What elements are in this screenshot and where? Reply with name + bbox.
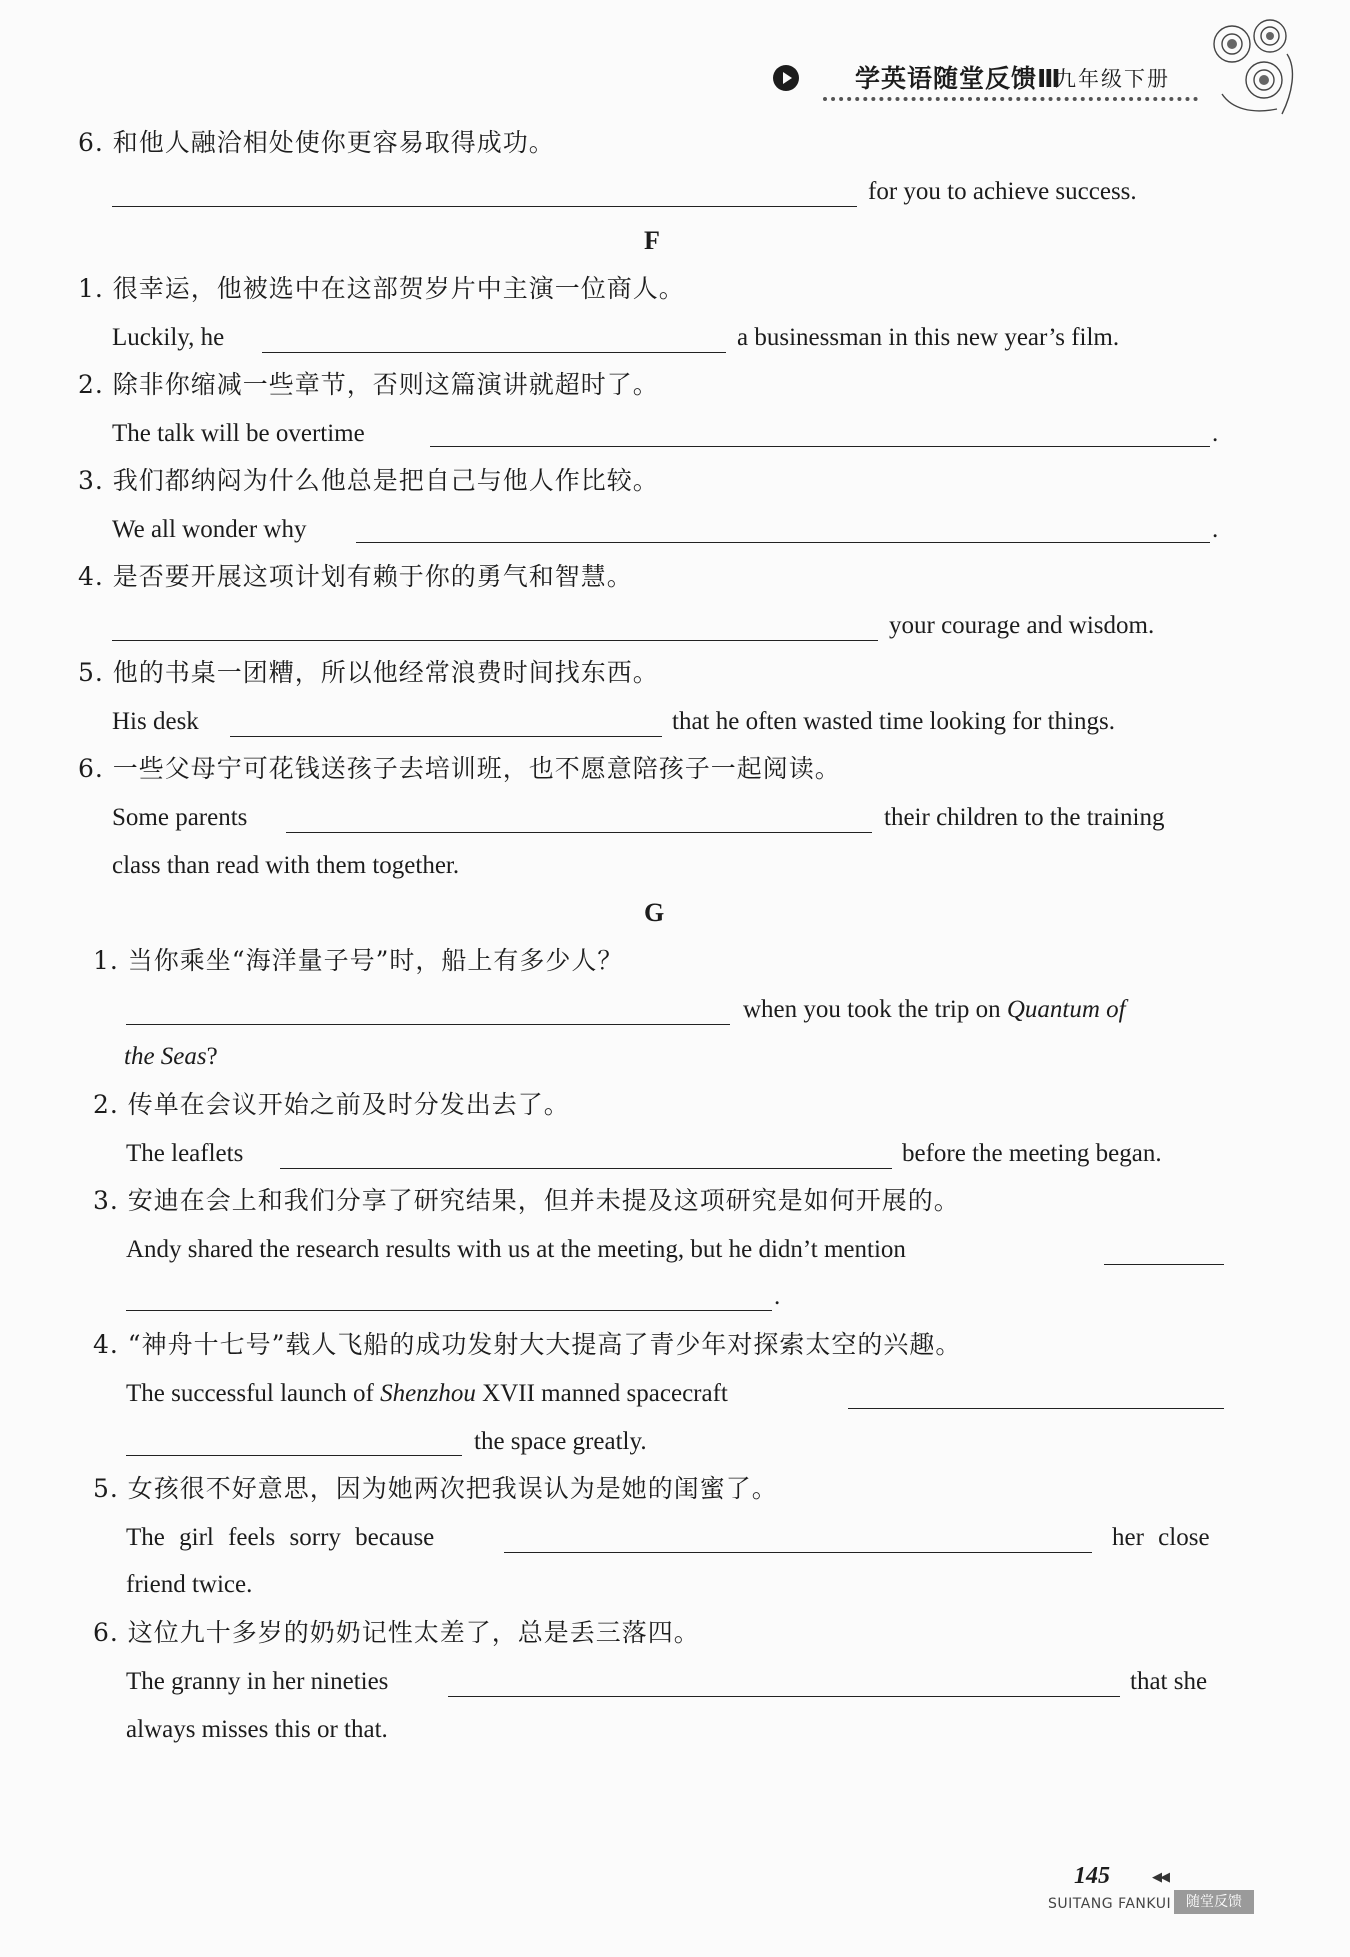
question-cn: 2. 传单在会议开始之前及时分发出去了。 [93,1090,570,1119]
question-cn: 1. 很幸运，他被选中在这部贺岁片中主演一位商人。 [78,274,685,303]
answer-blank[interactable] [262,352,726,353]
sentence-text [124,1042,218,1072]
sentence-text: her close [1112,1524,1210,1551]
question-cn: 4. 是否要开展这项计划有赖于你的勇气和智慧。 [78,562,633,591]
sentence-end: . [1212,420,1219,447]
sentence-text [743,995,1126,1025]
answer-blank[interactable] [280,1168,892,1169]
sentence-text: His desk [112,708,199,735]
sentence-text: that he often wasted time looking for things. [672,708,1115,735]
sentence-text-part: manned spacecraft [541,1380,728,1407]
sentence-end: . [774,1283,781,1310]
question-cn: 2. 除非你缩减一些章节，否则这篇演讲就超时了。 [78,370,659,399]
answer-blank[interactable] [848,1408,1224,1409]
sentence-text: friend twice. [126,1571,253,1598]
sentence-text: The leaflets [126,1140,244,1167]
answer-blank[interactable] [504,1552,1092,1553]
question-cn: 6. 一些父母宁可花钱送孩子去培训班，也不愿意陪孩子一起阅读。 [78,754,841,783]
question-cn: 6. 和他人融洽相处使你更容易取得成功。 [78,128,555,157]
ship-name-italic: the Seas [124,1043,207,1070]
ship-name-italic: Quantum of [1006,996,1126,1023]
section-heading-g: G [644,898,665,927]
sentence-text: a businessman in this new year’s film. [737,324,1120,351]
answer-blank[interactable] [126,1310,772,1311]
sentence-text: the space greatly. [474,1428,647,1455]
sentence-text: before the meeting began. [902,1140,1162,1167]
footer-brand-en: SUITANG FANKUI [1048,1896,1172,1912]
roman-numeral: XVII [482,1380,535,1407]
sentence-text: Luckily, he [112,324,225,351]
question-cn: 5. 他的书桌一团糟，所以他经常浪费时间找东西。 [78,658,659,687]
sentence-text: The girl feels sorry because [126,1524,435,1551]
sentence-text: The talk will be overtime [112,420,365,447]
sentence-text: that she [1130,1668,1208,1695]
double-arrow-left-icon: ◀◀ [1152,1870,1168,1885]
answer-blank[interactable] [126,1455,462,1456]
answer-blank[interactable] [112,640,878,641]
header-divider [823,97,1198,101]
question-cn: 5. 女孩很不好意思，因为她两次把我误认为是她的闺蜜了。 [93,1474,778,1503]
sentence-text: for you to achieve success. [868,178,1137,205]
footer-brand-badge: 随堂反馈 [1174,1890,1254,1914]
answer-blank[interactable] [126,1024,730,1025]
sentence-end: . [1212,516,1219,543]
answer-blank[interactable] [448,1696,1120,1697]
question-cn: 3. 我们都纳闷为什么他总是把自己与他人作比较。 [78,466,659,495]
book-subtitle: 九年级下册 [1055,67,1170,91]
answer-blank[interactable] [430,446,1210,447]
sentence-text: Andy shared the research results with us at the meeting, but he didn’t mention [126,1236,906,1263]
page-number: 145 [1074,1863,1110,1889]
flower-decoration-icon [1192,14,1312,134]
sentence-text: their children to the training [884,804,1165,831]
spacecraft-name-italic: Shenzhou [380,1380,476,1407]
question-cn: 3. 安迪在会上和我们分享了研究结果，但并未提及这项研究是如何开展的。 [93,1186,960,1215]
answer-blank[interactable] [286,832,872,833]
answer-blank[interactable] [112,206,857,207]
play-icon [773,65,799,91]
sentence-text-part: The successful launch of [126,1380,374,1407]
sentence-text: We all wonder why [112,516,307,543]
sentence-text: always misses this or that. [126,1716,388,1743]
answer-blank[interactable] [356,542,1210,543]
answer-blank[interactable] [230,736,662,737]
question-mark: ? [206,1043,218,1070]
question-cn: 6. 这位九十多岁的奶奶记性太差了，总是丢三落四。 [93,1618,700,1647]
answer-blank[interactable] [1104,1264,1224,1265]
question-cn: 4. “神舟十七号”载人飞船的成功发射大大提高了青少年对探索太空的兴趣。 [93,1330,962,1359]
sentence-text: your courage and wisdom. [889,612,1155,639]
page-header [0,0,1350,130]
section-heading-f: F [644,226,660,255]
sentence-text: Some parents [112,804,248,831]
sentence-text [126,1379,728,1409]
sentence-text-part: when you took the trip on [743,996,1001,1023]
book-title: 学英语随堂反馈Ⅲ [855,64,1062,93]
sentence-text: class than read with them together. [112,852,460,879]
question-cn: 1. 当你乘坐“海洋量子号”时，船上有多少人？ [93,946,624,975]
sentence-text: The granny in her nineties [126,1668,389,1695]
